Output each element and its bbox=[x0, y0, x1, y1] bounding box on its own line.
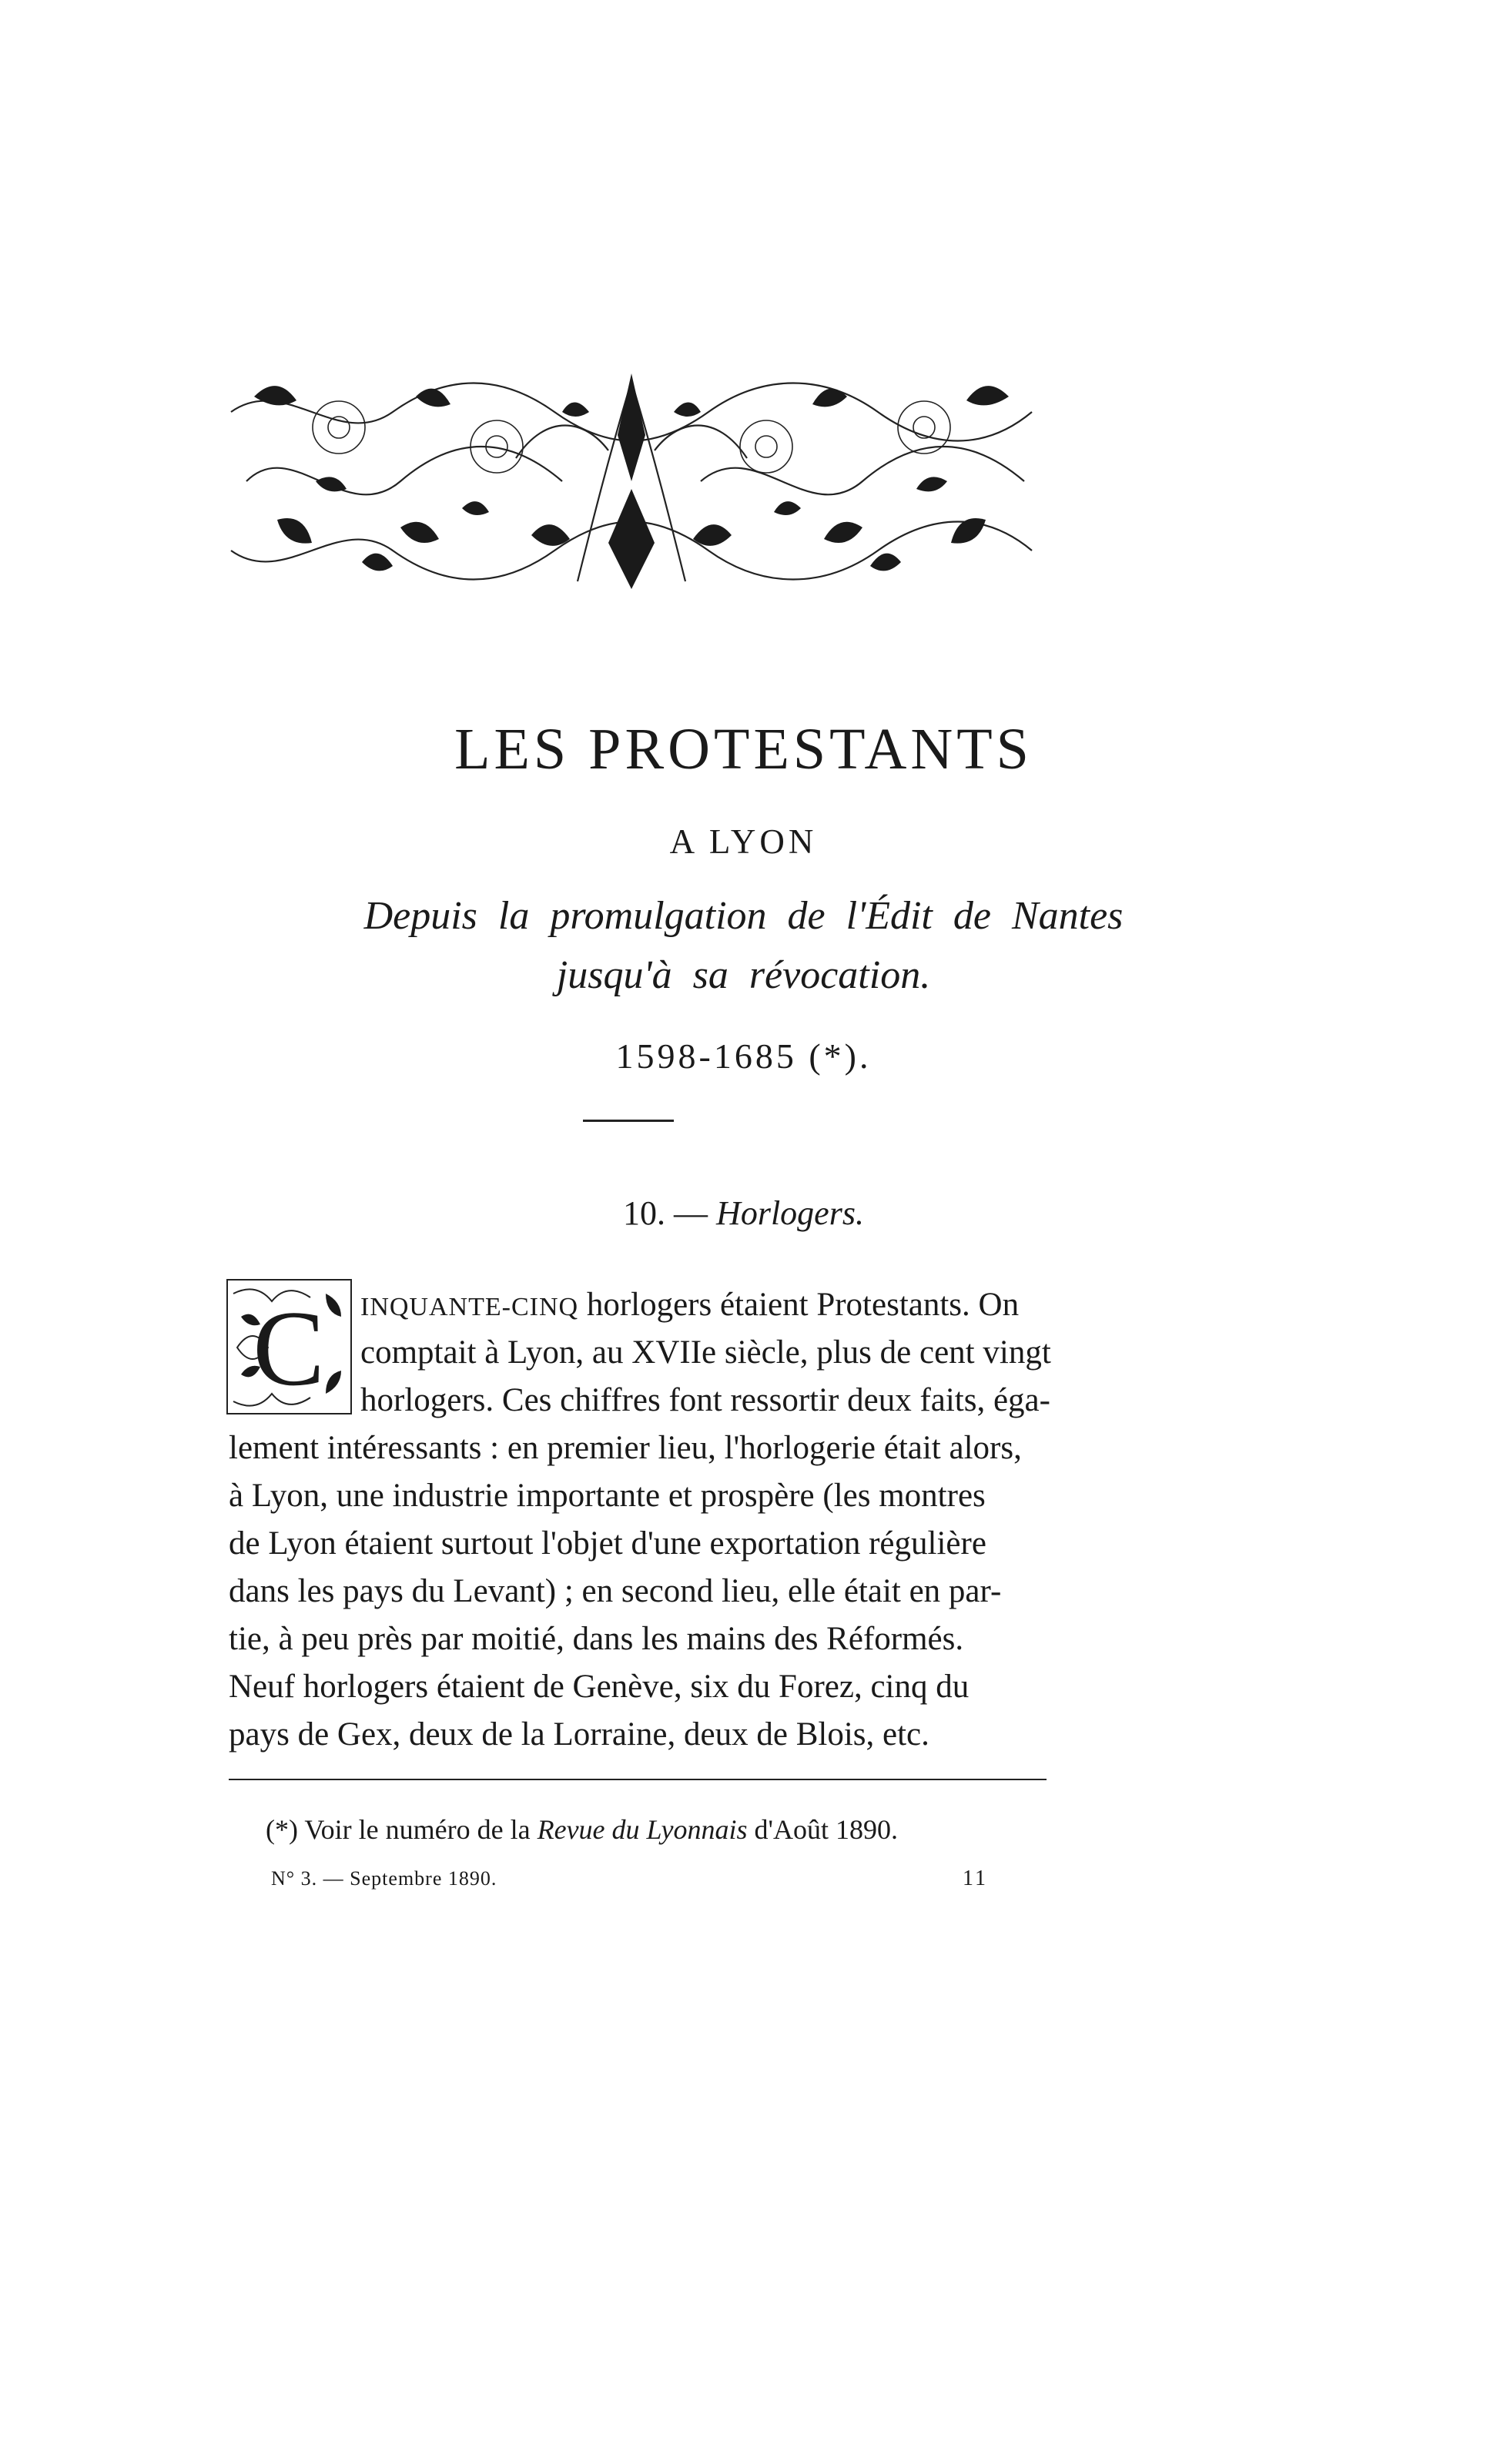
footnote-journal: Revue du Lyonnais bbox=[537, 1814, 748, 1845]
section-title: Horlogers. bbox=[716, 1194, 864, 1232]
footnote-prefix: (*) Voir le numéro de la bbox=[266, 1814, 531, 1845]
body-line-10: pays de Gex, deux de la Lorraine, deux de Blois, etc. bbox=[229, 1716, 929, 1753]
date-range: 1598-1685 (*). bbox=[615, 1036, 872, 1076]
signature-mark: 11 bbox=[963, 1866, 988, 1890]
dropcap-ornament bbox=[226, 1278, 353, 1415]
footnote-suffix: d'Août 1890. bbox=[754, 1814, 898, 1845]
body-line-3: horlogers. Ces chiffres font ressortir deux faits, éga- bbox=[360, 1382, 1050, 1418]
body-line-6: de Lyon étaient surtout l'objet d'une exportation régulière bbox=[229, 1525, 986, 1562]
dropcap-letter: C bbox=[253, 1289, 325, 1408]
body-line-8: tie, à peu près par moitié, dans les mains des Réformés. bbox=[229, 1621, 964, 1657]
body-line-5: à Lyon, une industrie importante et prospère (les montres bbox=[229, 1478, 986, 1514]
body-line-9: Neuf horlogers étaient de Genève, six du Forez, cinq du bbox=[229, 1669, 970, 1705]
body-line-7: dans les pays du Levant) ; en second lieu, elle était en par- bbox=[229, 1573, 1002, 1609]
body-line-2: comptait à Lyon, au XVIIe siècle, plus de cent vingt bbox=[360, 1334, 1051, 1371]
footnote bbox=[266, 1813, 898, 1846]
footnote-divider bbox=[229, 1779, 1047, 1780]
dropcap-smallcaps: INQUANTE-CINQ bbox=[360, 1293, 579, 1321]
issue-line: N° 3. — Septembre 1890. bbox=[271, 1867, 497, 1890]
ornamental-headpiece bbox=[223, 366, 1040, 597]
body-line-4: lement intéressants : en premier lieu, l'horlogerie était alors, bbox=[229, 1430, 1022, 1466]
body-line-1 bbox=[360, 1288, 1019, 1321]
page-title: LES PROTESTANTS bbox=[454, 717, 1033, 782]
title-divider bbox=[583, 1120, 674, 1122]
section-heading bbox=[0, 1194, 1487, 1233]
body-line-1-rest: horlogers étaient Protestants. On bbox=[586, 1287, 1020, 1323]
page-subtitle: A LYON bbox=[669, 822, 818, 861]
subtitle-italic-line-2: jusqu'à sa révocation. bbox=[556, 953, 931, 997]
section-number: 10. — bbox=[623, 1194, 708, 1232]
subtitle-italic-line-1: Depuis la promulgation de l'Édit de Nantes bbox=[363, 894, 1124, 938]
